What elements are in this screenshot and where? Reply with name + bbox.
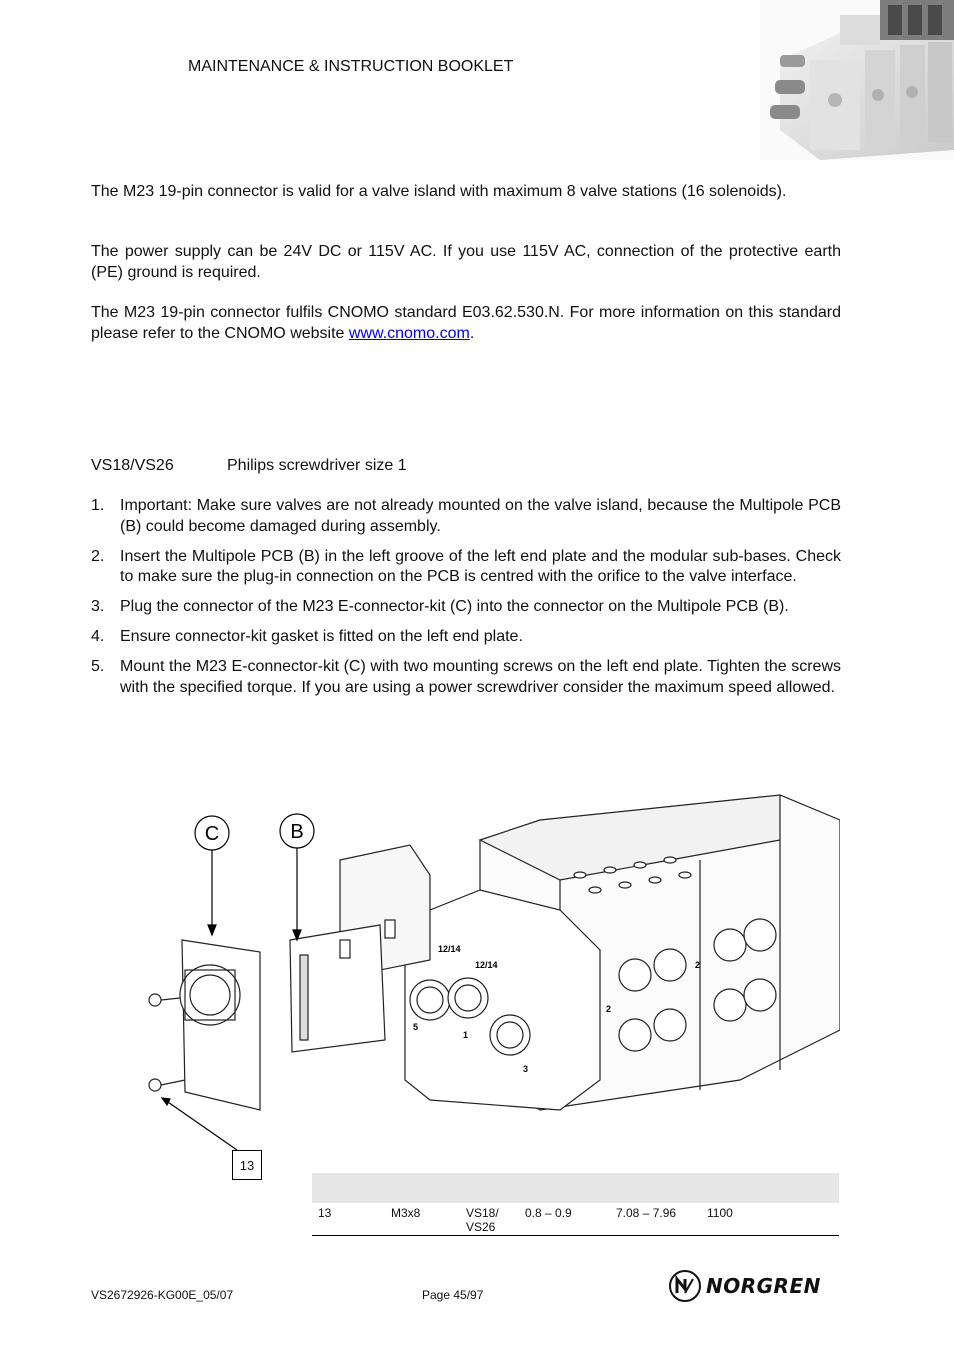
norgren-emblem-icon (668, 1269, 702, 1303)
assembly-steps (91, 496, 841, 708)
list-item (91, 597, 841, 618)
cell-speed: 1100 (707, 1206, 733, 1220)
step-number: 3. (91, 598, 105, 615)
label-c: C (204, 823, 220, 845)
cell-torque-lbf: 7.08 – 7.96 (616, 1206, 677, 1220)
cell-item: 13 (318, 1206, 332, 1220)
footer-doc-code: VS2672926-KG00E_05/07 (91, 1288, 234, 1302)
assembly-diagram (140, 780, 840, 1180)
tool-row (91, 457, 407, 475)
step-number: 1. (91, 497, 105, 514)
paragraph-power-supply: The power supply can be 24V DC or 115V AC. If you use 115V AC, connection of the protective earth (PE) ground is required. (91, 243, 841, 281)
cnomo-text-end: . (469, 324, 475, 342)
step-text: Insert the Multipole PCB (B) in the left groove of the left end plate and the modular sub-bases. Check to make sure the plug-in connection on the PCB is centred with the orifice to the valve interface. (120, 547, 841, 585)
cnomo-link[interactable]: www.cnomo.com (348, 324, 470, 342)
port-label: 2 (695, 960, 701, 970)
step-number: 5. (91, 658, 105, 675)
step-number: 4. (91, 628, 105, 645)
table-header (312, 1173, 839, 1203)
torque-table (312, 1173, 839, 1236)
cell-torque-nm: 0.8 – 0.9 (525, 1206, 572, 1220)
port-label: 1 (463, 1030, 469, 1040)
callout-13: 13 (232, 1150, 262, 1180)
label-b: B (290, 821, 304, 843)
step-text: Plug the connector of the M23 E-connector-kit (C) into the connector on the Multipole PCB (B). (120, 598, 789, 615)
cell-screw: M3x8 (391, 1206, 421, 1220)
step-number: 2. (91, 547, 105, 565)
table-row (312, 1203, 839, 1236)
port-label: 5 (413, 1022, 419, 1032)
step-text: Ensure connector-kit gasket is fitted on the left end plate. (120, 628, 523, 645)
footer-page-number: Page 45/97 (422, 1288, 484, 1302)
cell-model-line2: VS26 (466, 1220, 496, 1234)
cnomo-text: The M23 19-pin connector fulfils CNOMO standard E03.62.530.N. For more information on this standard please refer to the CNOMO website (91, 304, 841, 342)
valve-island-photo (760, 0, 954, 160)
list-item (91, 547, 841, 588)
port-label: 2 (606, 1004, 612, 1014)
step-text: Mount the M23 E-connector-kit (C) with two mounting screws on the left end plate. Tighten the screws with the specified torque. If you are using a power screwdriver consider the maximum speed allowed. (120, 658, 841, 696)
step-text: Important: Make sure valves are not already mounted on the valve island, because the Multipole PCB (B) could become damaged during assembly. (120, 497, 841, 535)
brand-name: NORGREN (706, 1274, 821, 1298)
paragraph-connector-validity: The M23 19-pin connector is valid for a valve island with maximum 8 valve stations (16 solenoids). (91, 183, 787, 200)
tool-model: VS18/VS26 (91, 457, 174, 474)
norgren-logo (668, 1268, 843, 1304)
tool-name: Philips screwdriver size 1 (227, 457, 407, 474)
list-item (91, 496, 841, 537)
port-label: 3 (523, 1064, 529, 1074)
cell-model-line1: VS18/ (466, 1206, 499, 1220)
cell-model (466, 1206, 499, 1234)
header-title: MAINTENANCE & INSTRUCTION BOOKLET (188, 58, 514, 75)
paragraph-cnomo-standard (91, 303, 841, 344)
port-label: 12/14 (475, 960, 498, 970)
port-label: 12/14 (438, 944, 461, 954)
list-item (91, 657, 841, 698)
list-item (91, 627, 841, 648)
